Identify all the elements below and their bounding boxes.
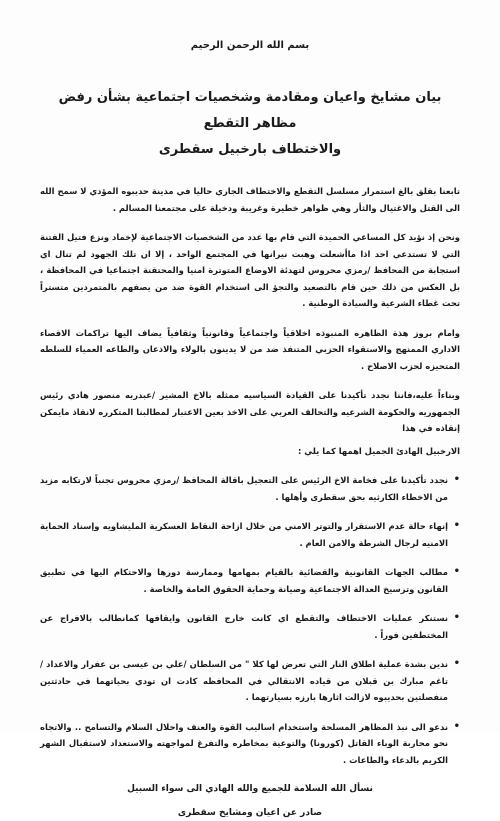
demand-text: نستنكر عمليات الاختطاف والتقطع اي كانت خارج القانون وايقافها كمانطالب بالافراج عن المختطفين فوراً . — [40, 613, 448, 640]
demand-item — [40, 656, 460, 706]
paragraph-support-efforts: ونحن إذ نؤيد كل المساعي الحميدة التي قام بها عدد من الشخصيات الاجتماعية لإخماد ونزع فتيل الفتنة التي لا تستدعي احد اذا ماأشعلت وهبت نيرانها في المجتمع الواحد ، إلا ان تلك الجهود لم تنال اي استجابة من المحافظ /رمزي محروس لتهدئة الاوضاع المتوترة امنيا والمحتقنة اجتماعيا في المحافظة ، بل العكس من ذلك حين قام بالتصعيد والتجؤ الى استخدام القوة ضد من يصفهم بالمتمردين متستراً تحت غطاء الشرعية والسيادة الوطنية . — [40, 232, 460, 308]
paragraph-intro: تابعنا بقلق بالغ استمرار مسلسل التقطع والاختطاف الجاري حاليا في مدينة حديبوه المؤدي لا سمح الله الى القتل والاغتيال والثأر وهي ظواهر خطيرة وغريبة ودخيلة على مجتمعنا المسالم . — [40, 186, 460, 213]
demand-text: إنهاء حالة عدم الاستقرار والتوتر الامني من خلال ازاحة النقاط العسكرية المليشاويه وإسناد الحماية الامنيه لرجال الشرطة والامن العام . — [40, 521, 448, 548]
bullet-icon: • — [453, 566, 460, 577]
closing-prayer: نسأل الله السلامة للجميع والله الهادي الى سواء السبيل — [127, 784, 373, 794]
title-line-1: بيان مشايخ واعيان ومقادمة وشخصيات اجتماعية بشأن رفض مظاهر التقطع — [58, 90, 442, 131]
demand-text: مطالب الجهات القانونية والقضائية بالقيام بمهامها وممارسة دورها والاحتكام اليها في تطبيق القانون وترسيخ العدالة الاجتماعية وصيانة وحماية الحقوق العامة والخاصة . — [40, 567, 448, 594]
paragraph-demands-lead: الارخبيل الهادئ الجميل اهمها كما يلي : — [298, 445, 460, 456]
bullet-icon: • — [453, 720, 460, 732]
demand-text: ندين بشدة عملية اطلاق النار التي تعرض لها كلا " من السلطان /علي بن عيسى بن عفرار والاعداد /تاغم مبارك بن قبلان من قياده الانتقالي في المحافظه كادت ان تودي بحياتهما في حادثتين منفصلتين بحديبوه لازالت اثارها بارزه بسيارتهما . — [40, 659, 448, 702]
bullet-icon: • — [453, 520, 460, 531]
document-title — [40, 85, 460, 163]
demand-item — [40, 518, 460, 551]
signature-line: صادر عن اعيان ومشايخ سقطرى — [177, 808, 323, 818]
demand-text: ندعو الى نبذ المظاهر المسلحة واستخدام اساليب القوة والعنف واحلال السلام والتسامح .. والاتجاه نحو محاربة الوباء القاتل (كورونا) والتوعية بمخاطره والتفرغ لمواجهته والاستعداد لاستقبال الشهر الكريم بالدعاء والطاعات . — [40, 721, 448, 765]
basmala-heading: بسم الله الرحمن الرحيم — [190, 40, 310, 51]
demand-item — [40, 564, 460, 597]
bullet-icon: • — [453, 658, 460, 669]
demand-item — [40, 719, 460, 769]
title-line-2: والاختطاف بارخبيل سقطرى — [158, 142, 342, 157]
bullet-icon: • — [453, 474, 460, 485]
demand-item — [40, 610, 460, 643]
bullet-icon: • — [453, 612, 460, 623]
demand-item — [40, 472, 460, 505]
paragraph-demands-intro: وبناءاً عليه،فاننا نجدد تأكيدنا على القيادة السياسيه ممثله بالاخ المشير /عبدربه منصور هادي رئيس الجمهوريه والحكومة الشرعيه والتحالف العربي على الاخذ بعين الاعتبار لمطالبنا المتكرره لانقاذ مايمكن إنقاذه في هذا — [40, 390, 460, 433]
demand-text: نجدد تأكيدنا على فخامة الاخ الرئيس على التعجيل باقالة المحافظ /رمزي محروس تجنباً لارتكابه مزيد من الاخطاء الكارثيه بحق سقطرى وأهلها . — [40, 475, 448, 502]
paragraph-phenomenon: وامام بروز هذة الظاهره المنبوذه اخلاقياً واجتماعياً وقانونياً وثقافياً يضاف اليها تراكمات الاقصاء الاداري الممنهج والاستقواء الحزبي المتنفذ ضد من لا يدينون بالولاء والاذعان والطاعه العمياء للسلطه المتحيزه لحزب الاصلاح . — [40, 327, 460, 371]
